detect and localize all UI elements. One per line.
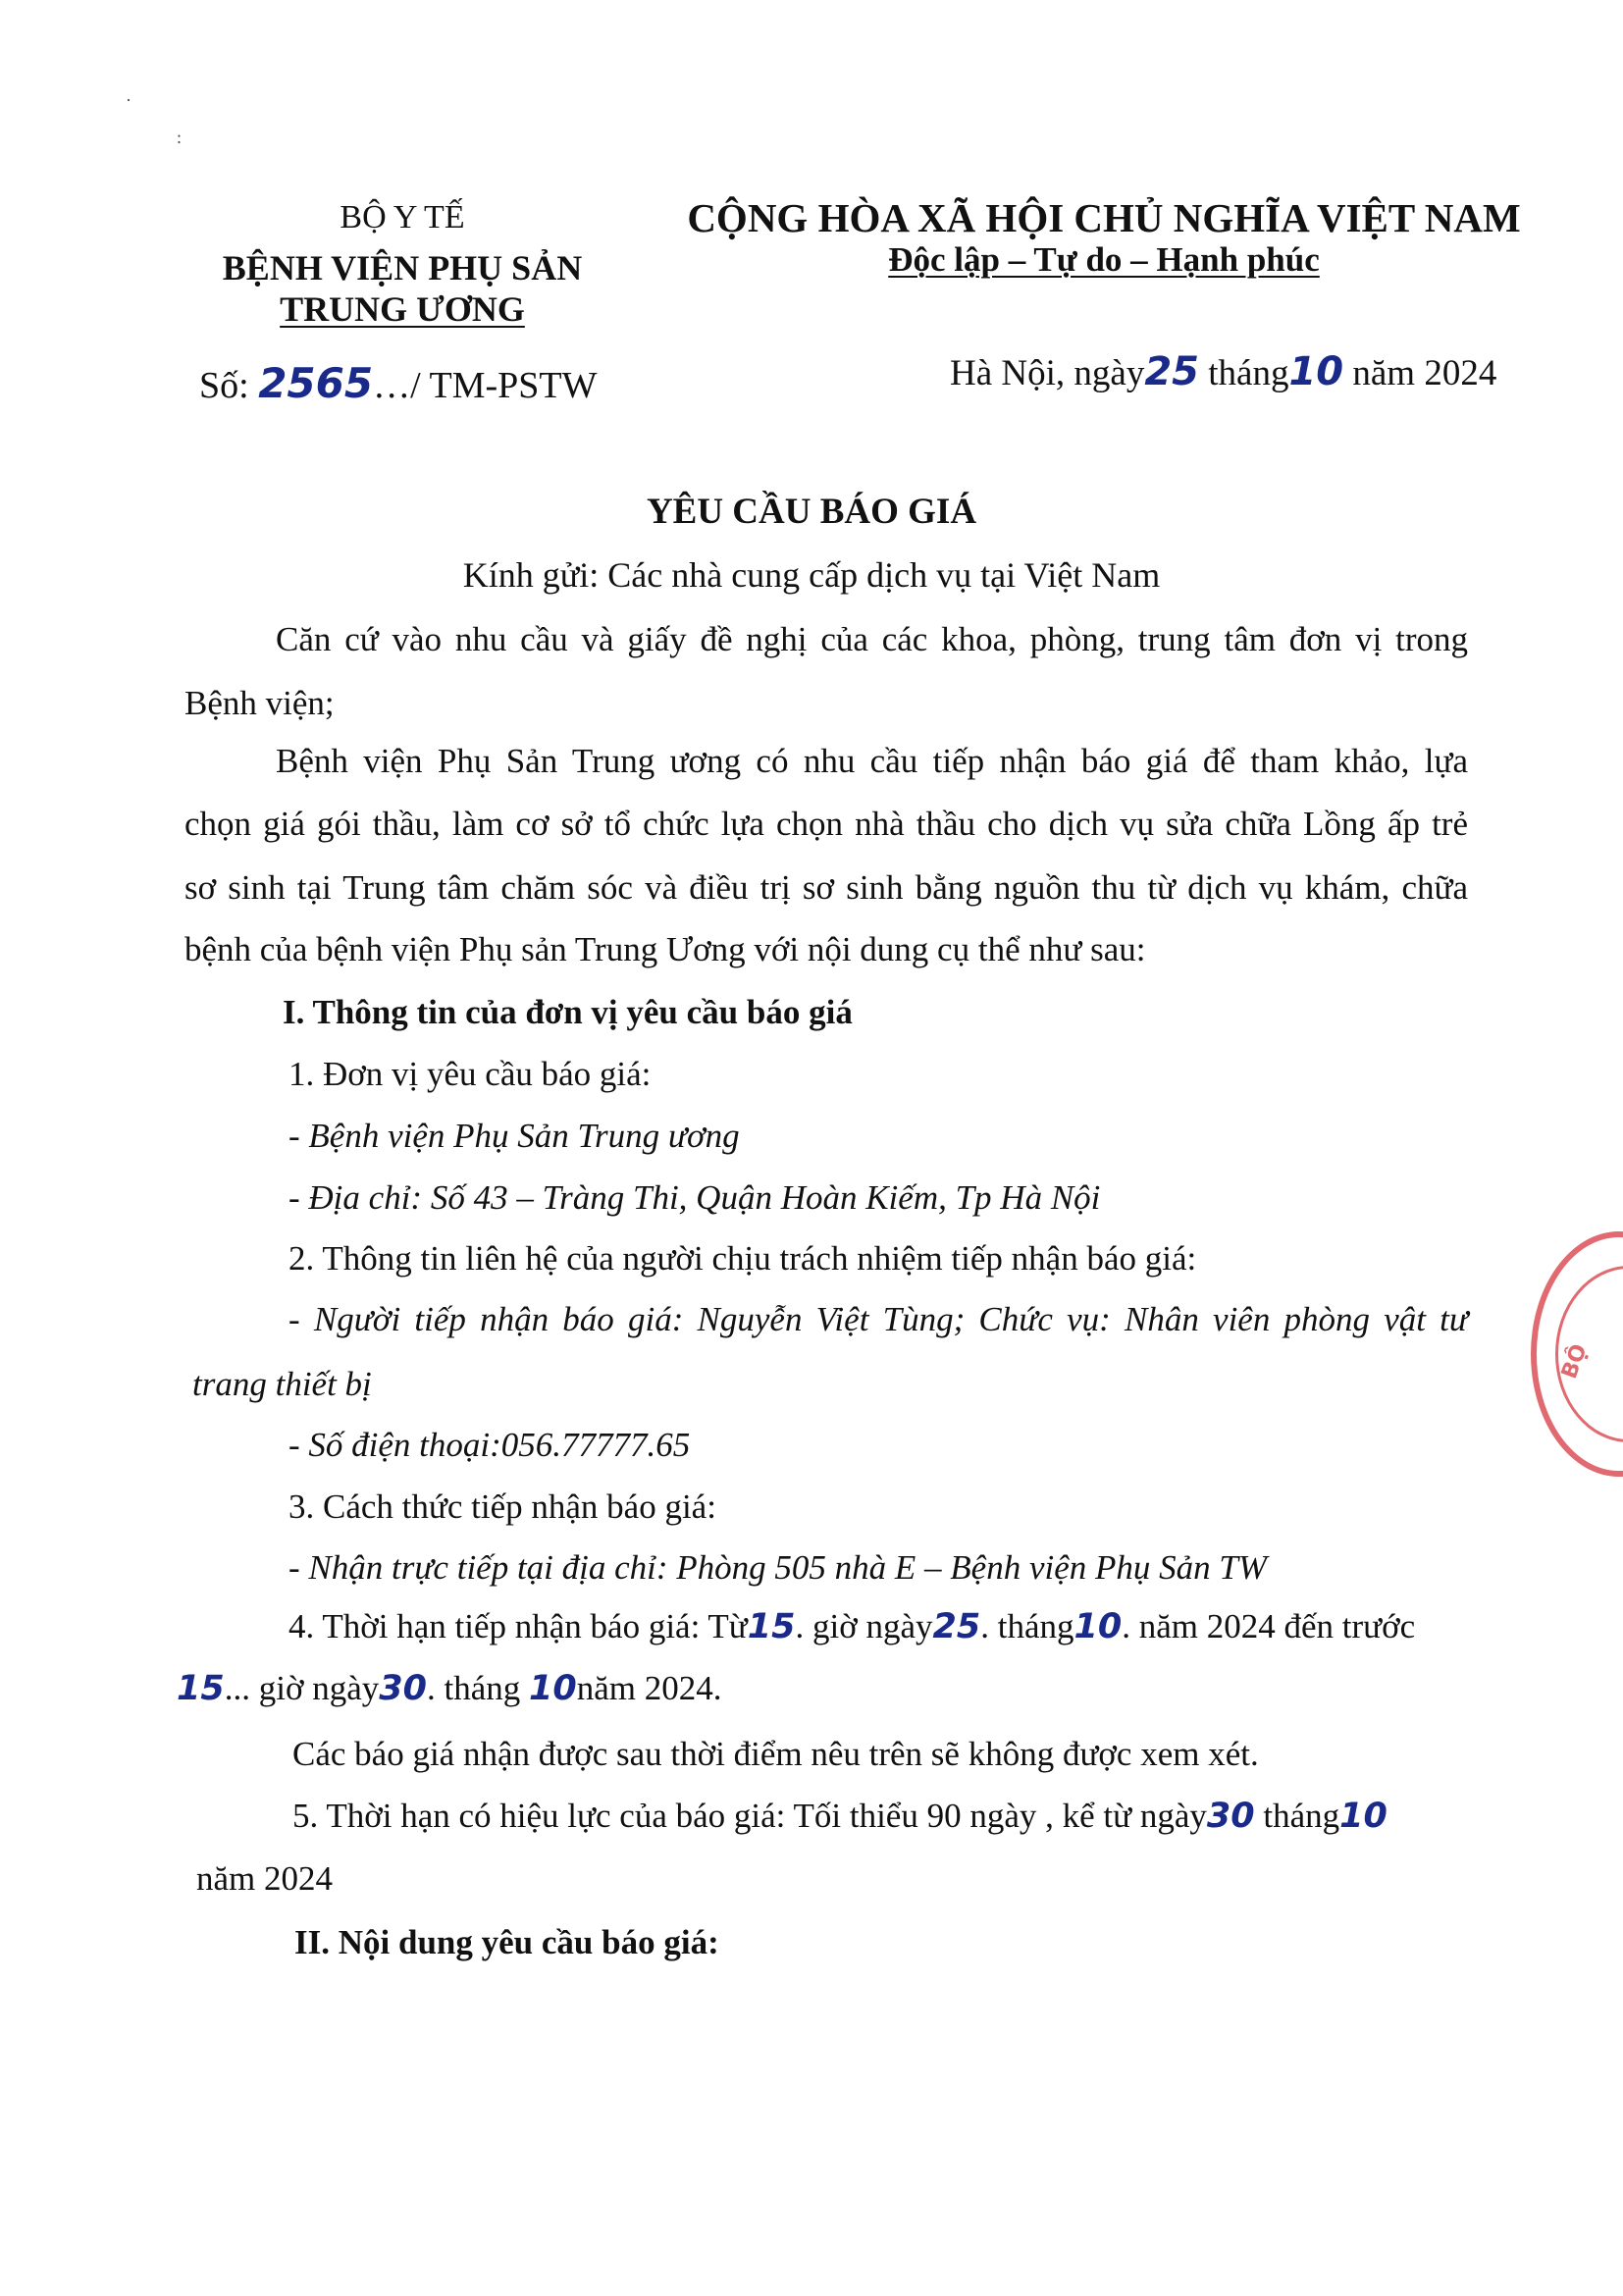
red-stamp-text: BỘ	[1557, 1340, 1593, 1383]
date-day-handwritten: 25	[1144, 349, 1199, 394]
section1-item4-line1	[288, 1609, 1415, 1644]
recipient-line: Kính gửi: Các nhà cung cấp dịch vụ tại Việt Nam	[462, 555, 1161, 595]
item5-text-b: tháng	[1263, 1797, 1340, 1835]
intro-p2-line3: sơ sinh tại Trung tâm chăm sóc và điều trị sơ sinh bằng nguồn thu từ dịch vụ khám, chữa	[184, 868, 1468, 907]
item4-text-d: . năm 2024 đến trước	[1122, 1607, 1416, 1645]
motto-wrap	[648, 240, 1560, 280]
intro-p2-line2: chọn giá gói thầu, làm cơ sở tổ chức lựa chọn nhà thầu cho dịch vụ sửa chữa Lồng ấp trẻ	[184, 805, 1468, 843]
section1-item2: 2. Thông tin liên hệ của người chịu trách nhiệm tiếp nhận báo giá:	[288, 1239, 1197, 1278]
date-prefix: Hà Nội, ngày	[950, 353, 1145, 393]
item5-day-handwritten: 30	[1206, 1797, 1255, 1836]
item4-text-g: năm 2024.	[576, 1669, 722, 1707]
document-number-suffix: …/ TM-PSTW	[373, 365, 598, 406]
section2-heading: II. Nội dung yêu cầu báo giá:	[294, 1923, 719, 1961]
section1-item4-line2	[177, 1671, 721, 1706]
section1-item1: 1. Đơn vị yêu cầu báo giá:	[288, 1055, 652, 1093]
section1-heading: I. Thông tin của đơn vị yêu cầu báo giá	[283, 993, 853, 1031]
section1-item1-address: - Địa chỉ: Số 43 – Tràng Thi, Quận Hoàn Kiếm, Tp Hà Nội	[288, 1178, 1101, 1217]
document-number	[199, 359, 597, 407]
item5-month-handwritten: 10	[1339, 1797, 1387, 1836]
document-title: YÊU CẦU BÁO GIÁ	[646, 492, 977, 532]
date-month-label: tháng	[1208, 353, 1289, 393]
item4-day2-handwritten: 30	[379, 1669, 427, 1708]
item4-text-c: . tháng	[980, 1607, 1074, 1645]
item4-month2-handwritten: 10	[528, 1669, 577, 1708]
item4-text-e: ... giờ ngày	[224, 1669, 380, 1707]
section1-item2-person-line2: trang thiết bị	[192, 1365, 372, 1403]
item5-text-a: 5. Thời hạn có hiệu lực của báo giá: Tối thiểu 90 ngày , kể từ ngày	[292, 1797, 1207, 1835]
hospital-name-line2-wrap	[137, 288, 667, 330]
date-month-handwritten: 10	[1288, 349, 1344, 394]
scan-speck: :	[177, 128, 183, 147]
document-number-label: Số:	[199, 365, 249, 406]
item4-hour2-handwritten: 15	[177, 1669, 225, 1708]
hospital-name-line2: TRUNG ƯƠNG	[280, 289, 525, 329]
section1-item3-detail: - Nhận trực tiếp tại địa chỉ: Phòng 505 nhà E – Bệnh viện Phụ Sản TW	[288, 1548, 1268, 1587]
item4-text-f: . tháng	[426, 1669, 521, 1707]
intro-p1-line2: Bệnh viện;	[184, 684, 335, 722]
intro-p1-line1: Căn cứ vào nhu cầu và giấy đề nghị của các khoa, phòng, trung tâm đơn vị trong	[276, 620, 1468, 658]
item4-text-b: . giờ ngày	[795, 1607, 933, 1645]
intro-p2-line4: bệnh của bệnh viện Phụ sản Trung Ương với nội dung cụ thể như sau:	[184, 930, 1146, 968]
hospital-name-line1: BỆNH VIỆN PHỤ SẢN	[222, 248, 583, 287]
section1-item5-line1	[292, 1799, 1387, 1834]
section1-item3: 3. Cách thức tiếp nhận báo giá:	[288, 1487, 716, 1526]
section1-item1-name: - Bệnh viện Phụ Sản Trung ương	[288, 1117, 740, 1155]
item4-hour1-handwritten: 15	[747, 1607, 796, 1646]
date-year-label: năm 2024	[1352, 353, 1497, 393]
item4-text-a: 4. Thời hạn tiếp nhận báo giá: Từ	[288, 1607, 748, 1645]
document-date	[950, 349, 1496, 394]
document-number-handwritten: 2565	[258, 359, 374, 407]
item4-month1-handwritten: 10	[1073, 1607, 1123, 1646]
ministry-name: BỘ Y TẾ	[340, 199, 465, 235]
section1-item2-phone: - Số điện thoại:056.77777.65	[288, 1426, 691, 1464]
country-name: CỘNG HÒA XÃ HỘI CHỦ NGHĨA VIỆT NAM	[687, 195, 1521, 240]
section1-item5-line2: năm 2024	[196, 1859, 334, 1898]
intro-p2-line1: Bệnh viện Phụ Sản Trung ương có nhu cầu tiếp nhận báo giá để tham khảo, lựa	[276, 742, 1468, 780]
section1-item2-person-line1: - Người tiếp nhận báo giá: Nguyễn Việt Tùng; Chức vụ: Nhân viên phòng vật tư	[288, 1300, 1468, 1338]
motto: Độc lập – Tự do – Hạnh phúc	[888, 240, 1320, 279]
item4-day1-handwritten: 25	[932, 1607, 981, 1646]
section1-note: Các báo giá nhận được sau thời điểm nêu trên sẽ không được xem xét.	[292, 1735, 1259, 1773]
scan-speck: ·	[126, 90, 131, 110]
